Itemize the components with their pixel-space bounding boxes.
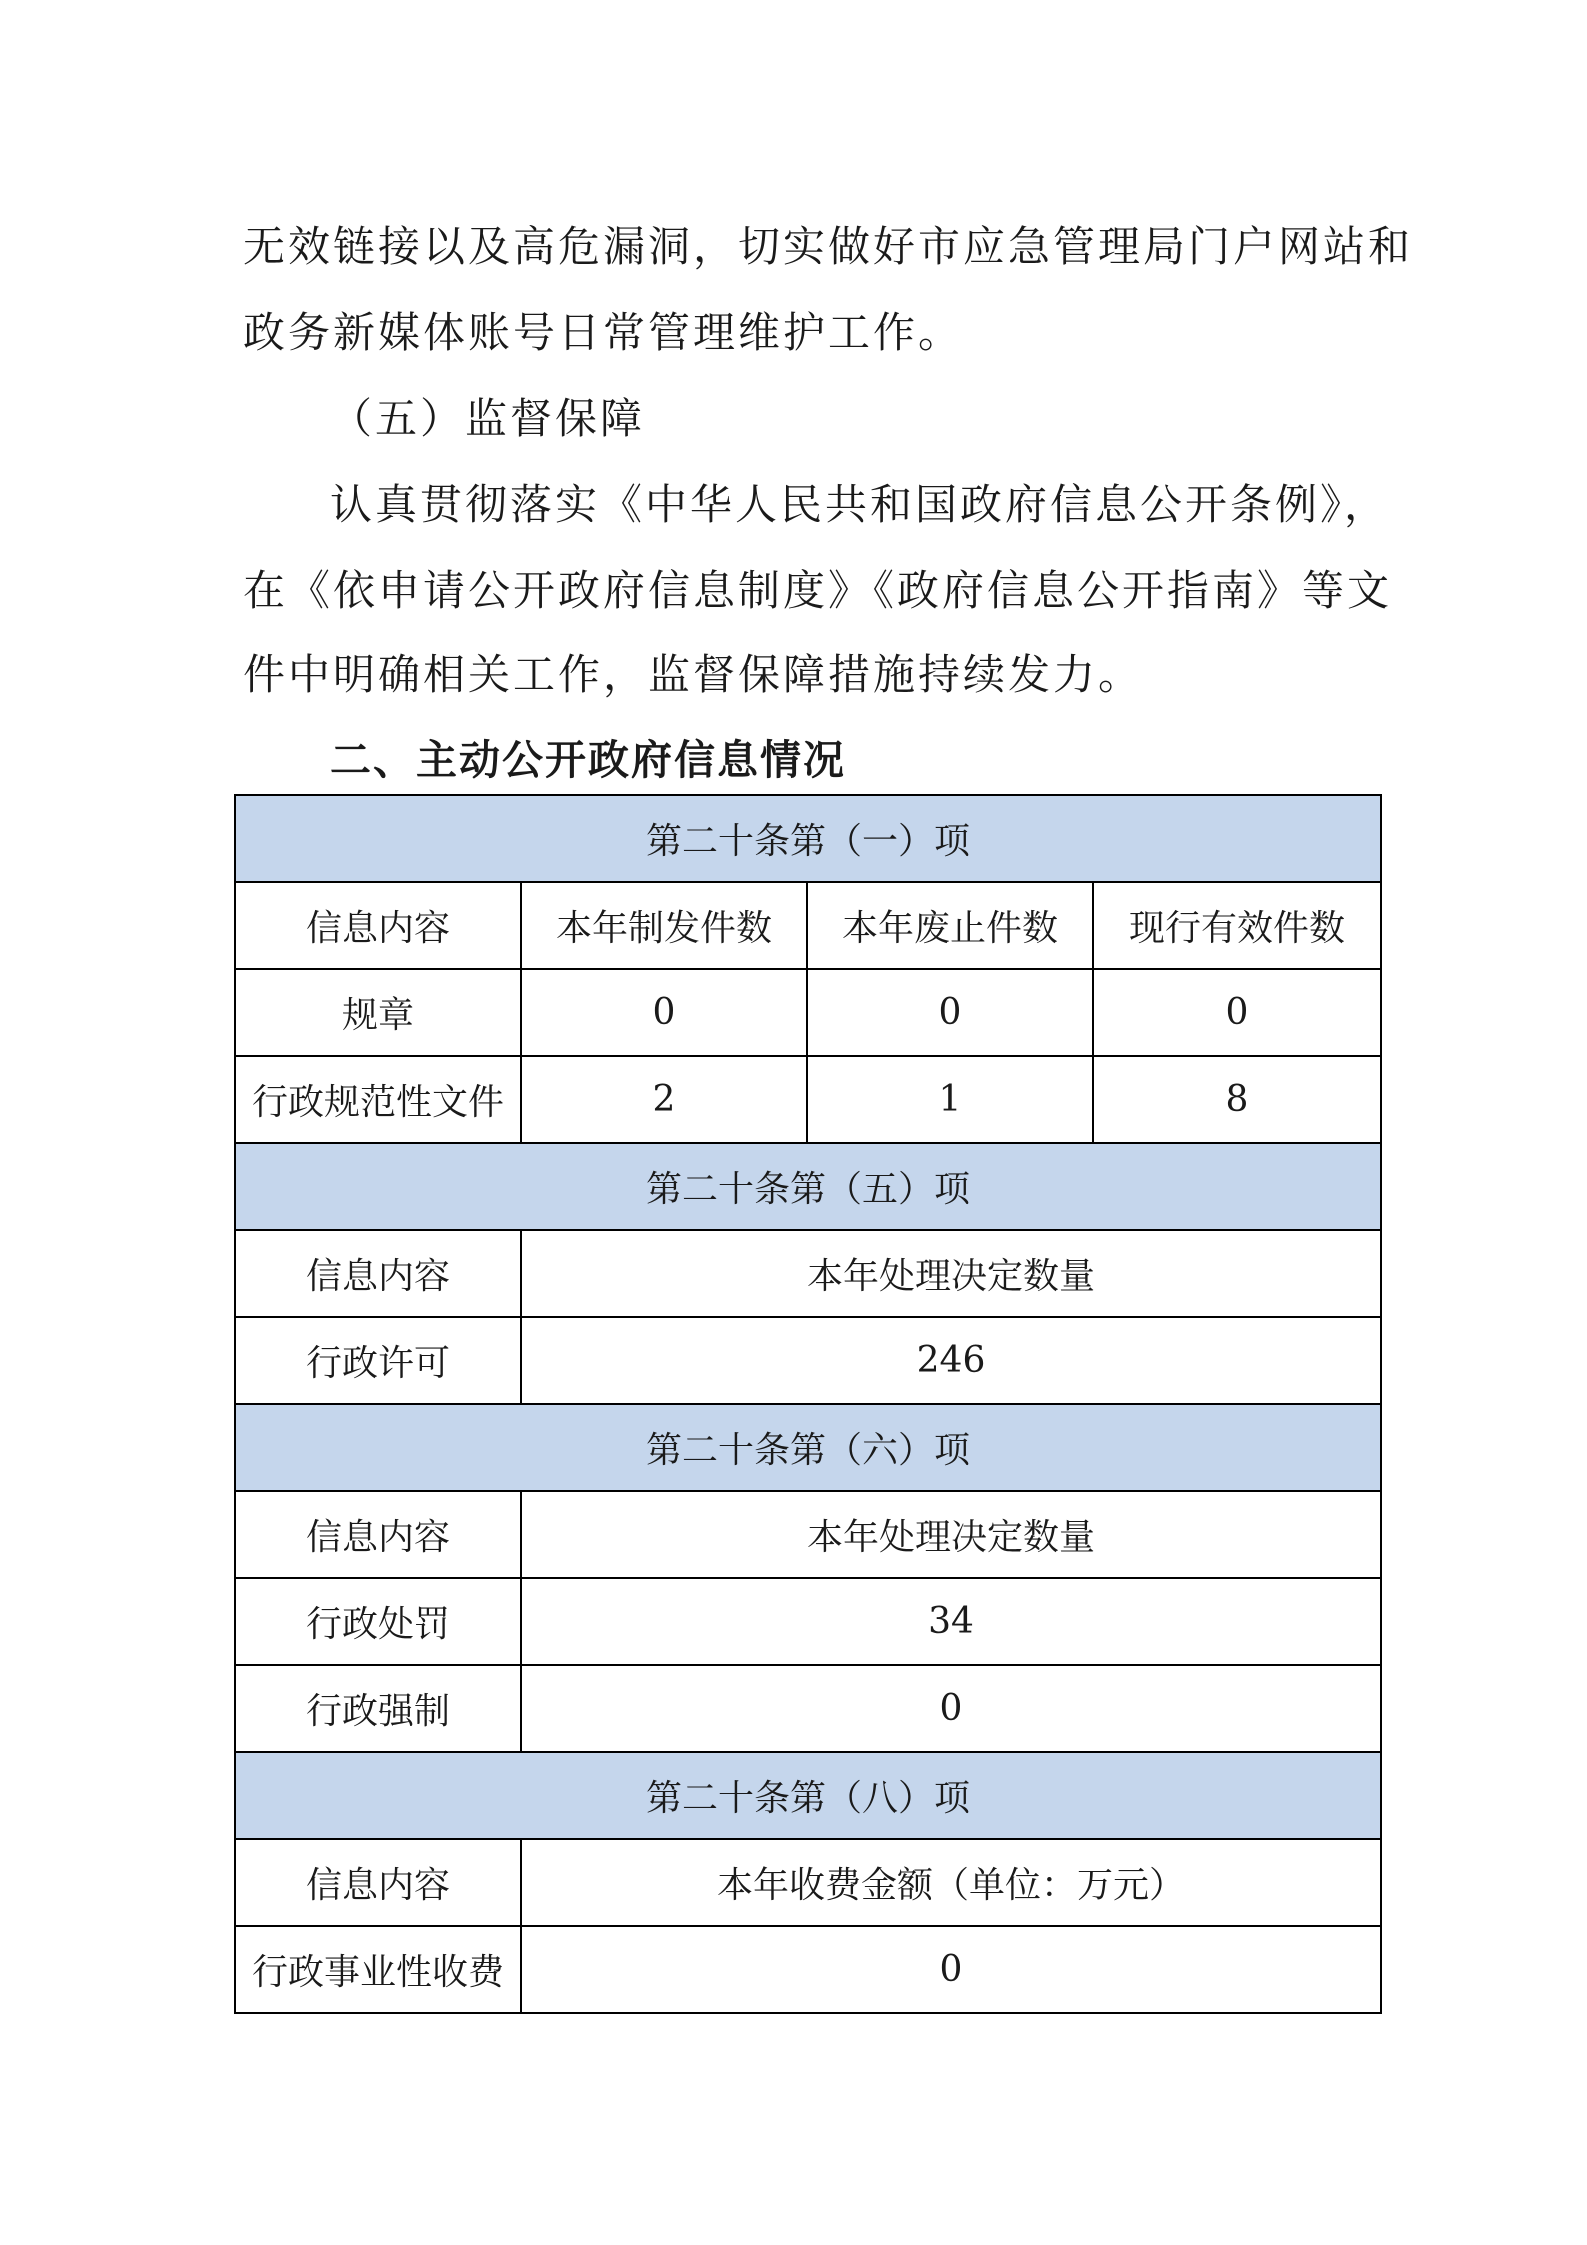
row-value: 0 [521, 1926, 1381, 2013]
row-value: 0 [1093, 969, 1381, 1056]
header-row [235, 882, 1381, 969]
header-row [235, 1839, 1381, 1926]
header-cell: 本年处理决定数量 [521, 1230, 1381, 1317]
subsection-heading: （五）监督保障 [330, 394, 646, 443]
section-row [235, 1143, 1381, 1230]
row-label: 行政处罚 [235, 1578, 521, 1665]
disclosure-table [234, 794, 1382, 2014]
section-title: 第二十条第（五）项 [235, 1143, 1381, 1230]
table-row [235, 1317, 1381, 1404]
section-row [235, 1752, 1381, 1839]
paragraph-line: 在《依申请公开政府信息制度》《政府信息公开指南》等文 [243, 566, 1393, 615]
header-cell: 本年收费金额（单位：万元） [521, 1839, 1381, 1926]
header-cell: 现行有效件数 [1093, 882, 1381, 969]
section-title: 第二十条第（八）项 [235, 1752, 1381, 1839]
paragraph-line: 政务新媒体账号日常管理维护工作。 [243, 308, 964, 357]
row-value: 0 [521, 969, 807, 1056]
header-cell: 信息内容 [235, 882, 521, 969]
table-row [235, 1665, 1381, 1752]
paragraph-line: 件中明确相关工作，监督保障措施持续发力。 [243, 650, 1144, 699]
section-row [235, 1404, 1381, 1491]
header-cell: 本年制发件数 [521, 882, 807, 969]
paragraph-line: 无效链接以及高危漏洞，切实做好市应急管理局门户网站和 [243, 222, 1414, 271]
paragraph-line: 认真贯彻落实《中华人民共和国政府信息公开条例》， [330, 480, 1390, 529]
row-label: 行政事业性收费 [235, 1926, 521, 2013]
row-label: 行政许可 [235, 1317, 521, 1404]
table-row [235, 969, 1381, 1056]
row-value: 2 [521, 1056, 807, 1143]
header-row [235, 1491, 1381, 1578]
header-cell: 信息内容 [235, 1839, 521, 1926]
row-value: 8 [1093, 1056, 1381, 1143]
header-row [235, 1230, 1381, 1317]
section-title: 第二十条第（一）项 [235, 795, 1381, 882]
row-label: 规章 [235, 969, 521, 1056]
header-cell: 本年废止件数 [807, 882, 1093, 969]
header-cell: 信息内容 [235, 1230, 521, 1317]
row-value: 1 [807, 1056, 1093, 1143]
header-cell: 本年处理决定数量 [521, 1491, 1381, 1578]
row-value: 0 [807, 969, 1093, 1056]
section-row [235, 795, 1381, 882]
row-value: 246 [521, 1317, 1381, 1404]
row-label: 行政强制 [235, 1665, 521, 1752]
section-title: 第二十条第（六）项 [235, 1404, 1381, 1491]
table-row [235, 1578, 1381, 1665]
table-row [235, 1926, 1381, 2013]
header-cell: 信息内容 [235, 1491, 521, 1578]
row-value: 0 [521, 1665, 1381, 1752]
row-value: 34 [521, 1578, 1381, 1665]
row-label: 行政规范性文件 [235, 1056, 521, 1143]
section-heading: 二、主动公开政府信息情况 [330, 736, 846, 784]
table-row [235, 1056, 1381, 1143]
